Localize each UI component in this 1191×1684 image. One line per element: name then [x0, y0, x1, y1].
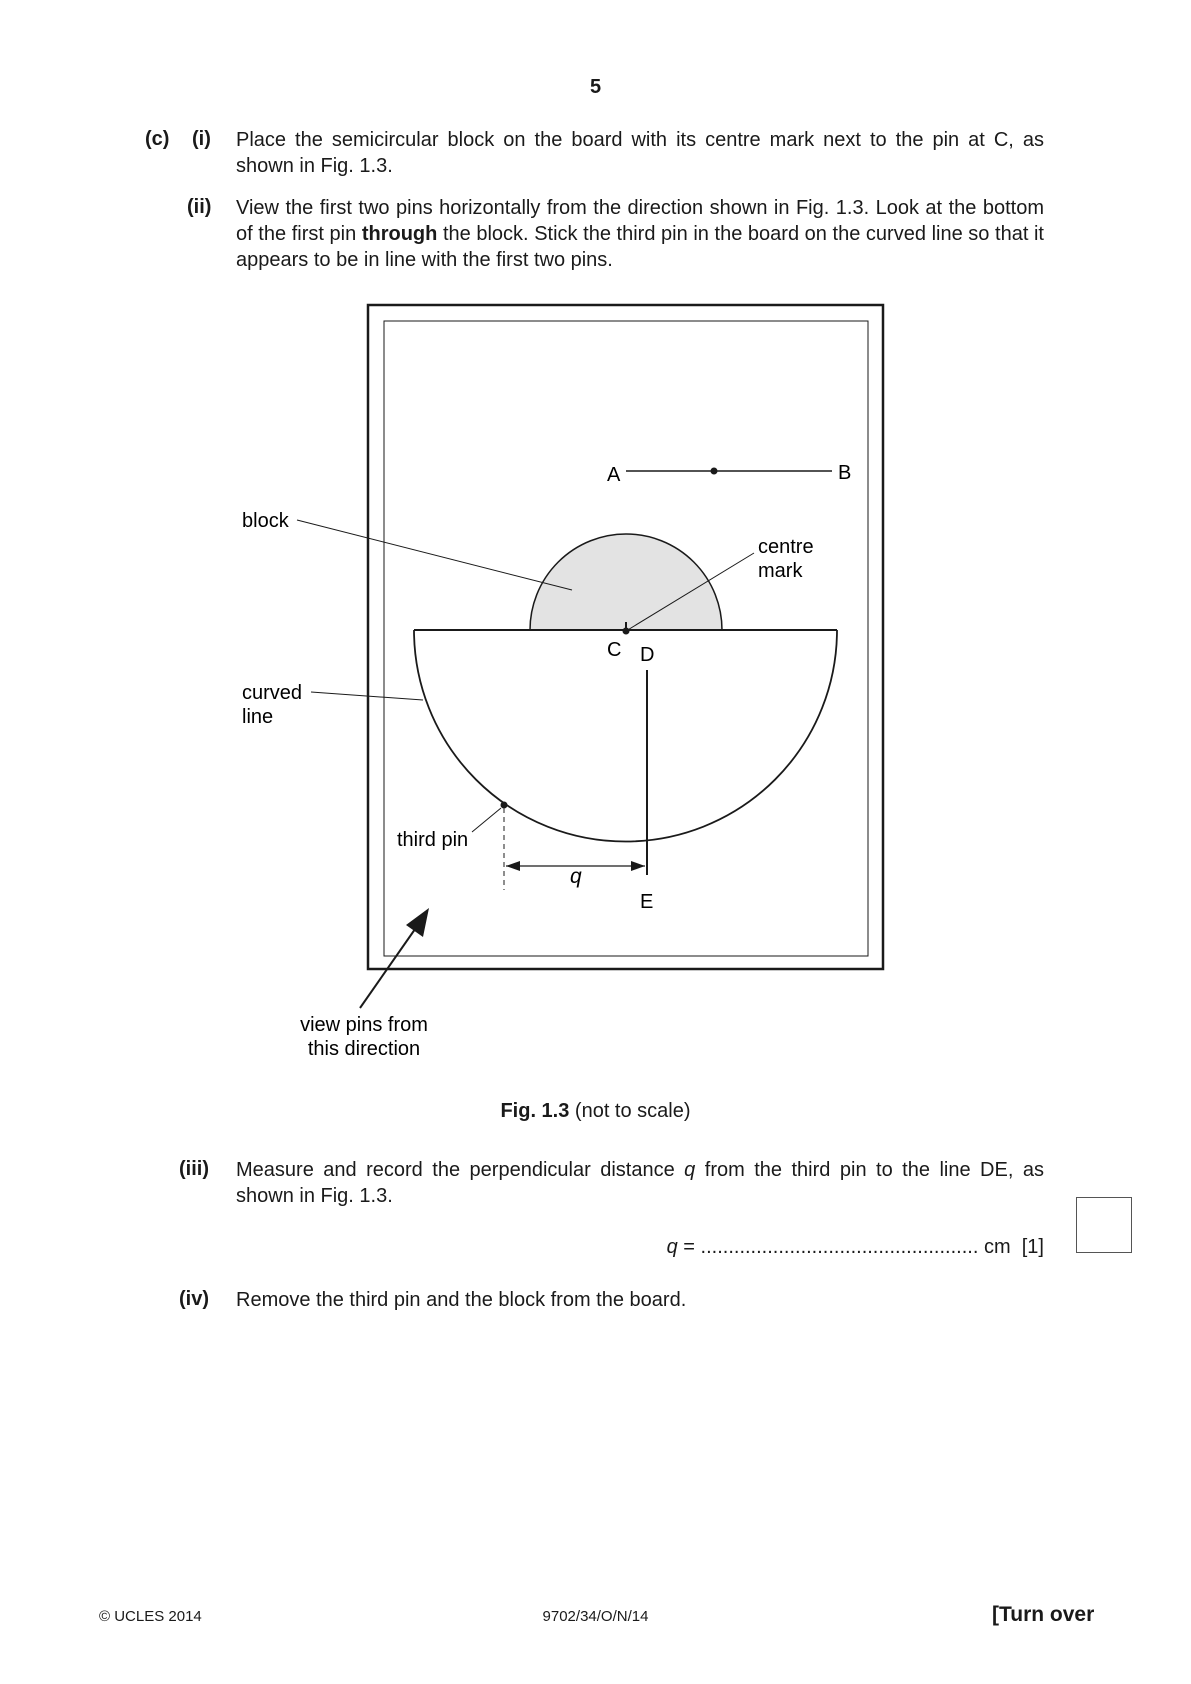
block-leader — [297, 520, 572, 590]
semicircular-block — [530, 534, 722, 630]
label-q: q — [570, 865, 582, 888]
footer-code: 9702/34/O/N/14 — [542, 1608, 649, 1625]
subpart-text-i: Place the semicircular block on the board with its centre mark next to the pin at C, as shown in Fig. 1.3. — [236, 129, 1044, 177]
third-pin — [501, 802, 508, 809]
text-part: from the third pin to the line DE, as shown in Fig. 1.3. — [236, 1159, 1044, 1207]
text-part: Measure and record the perpendicular distance — [236, 1159, 685, 1181]
subpart-text-iii — [236, 1157, 1044, 1209]
subpart-label-i: (i) — [192, 128, 211, 150]
answer-variable: q — [666, 1236, 678, 1258]
caption-figure-number: Fig. 1.3 — [500, 1100, 570, 1122]
figure-caption — [0, 1100, 1191, 1123]
part-label: (c) — [145, 128, 170, 150]
subpart-text-iv: Remove the third pin and the block from the board. — [236, 1289, 687, 1311]
answer-equals: = — [677, 1236, 701, 1258]
label-third-pin: third pin — [397, 829, 469, 851]
label-a: A — [607, 464, 621, 486]
subpart-label-iv: (iv) — [179, 1288, 209, 1310]
board-inner-frame — [384, 321, 868, 956]
answer-unit: cm — [983, 1236, 1011, 1258]
text-variable: q — [684, 1159, 696, 1181]
label-block: block — [242, 510, 289, 532]
footer-turn-over: [Turn over — [992, 1603, 1095, 1626]
q-arrowhead-left — [506, 861, 520, 871]
subpart-label-ii: (ii) — [187, 196, 212, 218]
label-b: B — [838, 462, 852, 484]
pin-on-ab — [711, 468, 718, 475]
text-part: the block. Stick the third pin in the board on the curved line so that it appears to be in line with the first two pins. — [236, 223, 1044, 271]
view-arrowhead — [406, 908, 429, 937]
answer-line-q — [612, 1234, 1044, 1260]
label-curved: curved — [242, 682, 303, 704]
label-line: line — [242, 706, 274, 728]
label-c: C — [607, 639, 622, 661]
label-e: E — [640, 891, 654, 913]
marks-label: [1] — [1021, 1236, 1044, 1258]
label-d: D — [640, 644, 655, 666]
q-arrowhead-right — [631, 861, 645, 871]
label-centre: centre — [758, 536, 814, 558]
examiner-mark-box — [1076, 1197, 1132, 1253]
text-part: View the first two pins horizontally from the direction shown in Fig. 1.3. Look at the bottom of the first pin — [236, 197, 1044, 245]
subpart-label-iii: (iii) — [179, 1158, 209, 1180]
third-pin-leader — [472, 808, 501, 832]
caption-text: (not to scale) — [569, 1100, 691, 1122]
answer-dots: .................................................. — [700, 1236, 979, 1258]
label-mark: mark — [758, 560, 803, 582]
label-view-1: view pins from — [300, 1014, 428, 1036]
page-number: 5 — [589, 76, 602, 98]
curved-line — [414, 630, 837, 842]
board-outer-frame — [368, 305, 883, 969]
text-emphasis: through — [361, 223, 438, 245]
label-view-2: this direction — [307, 1038, 421, 1060]
footer-copyright: © UCLES 2014 — [99, 1608, 202, 1625]
